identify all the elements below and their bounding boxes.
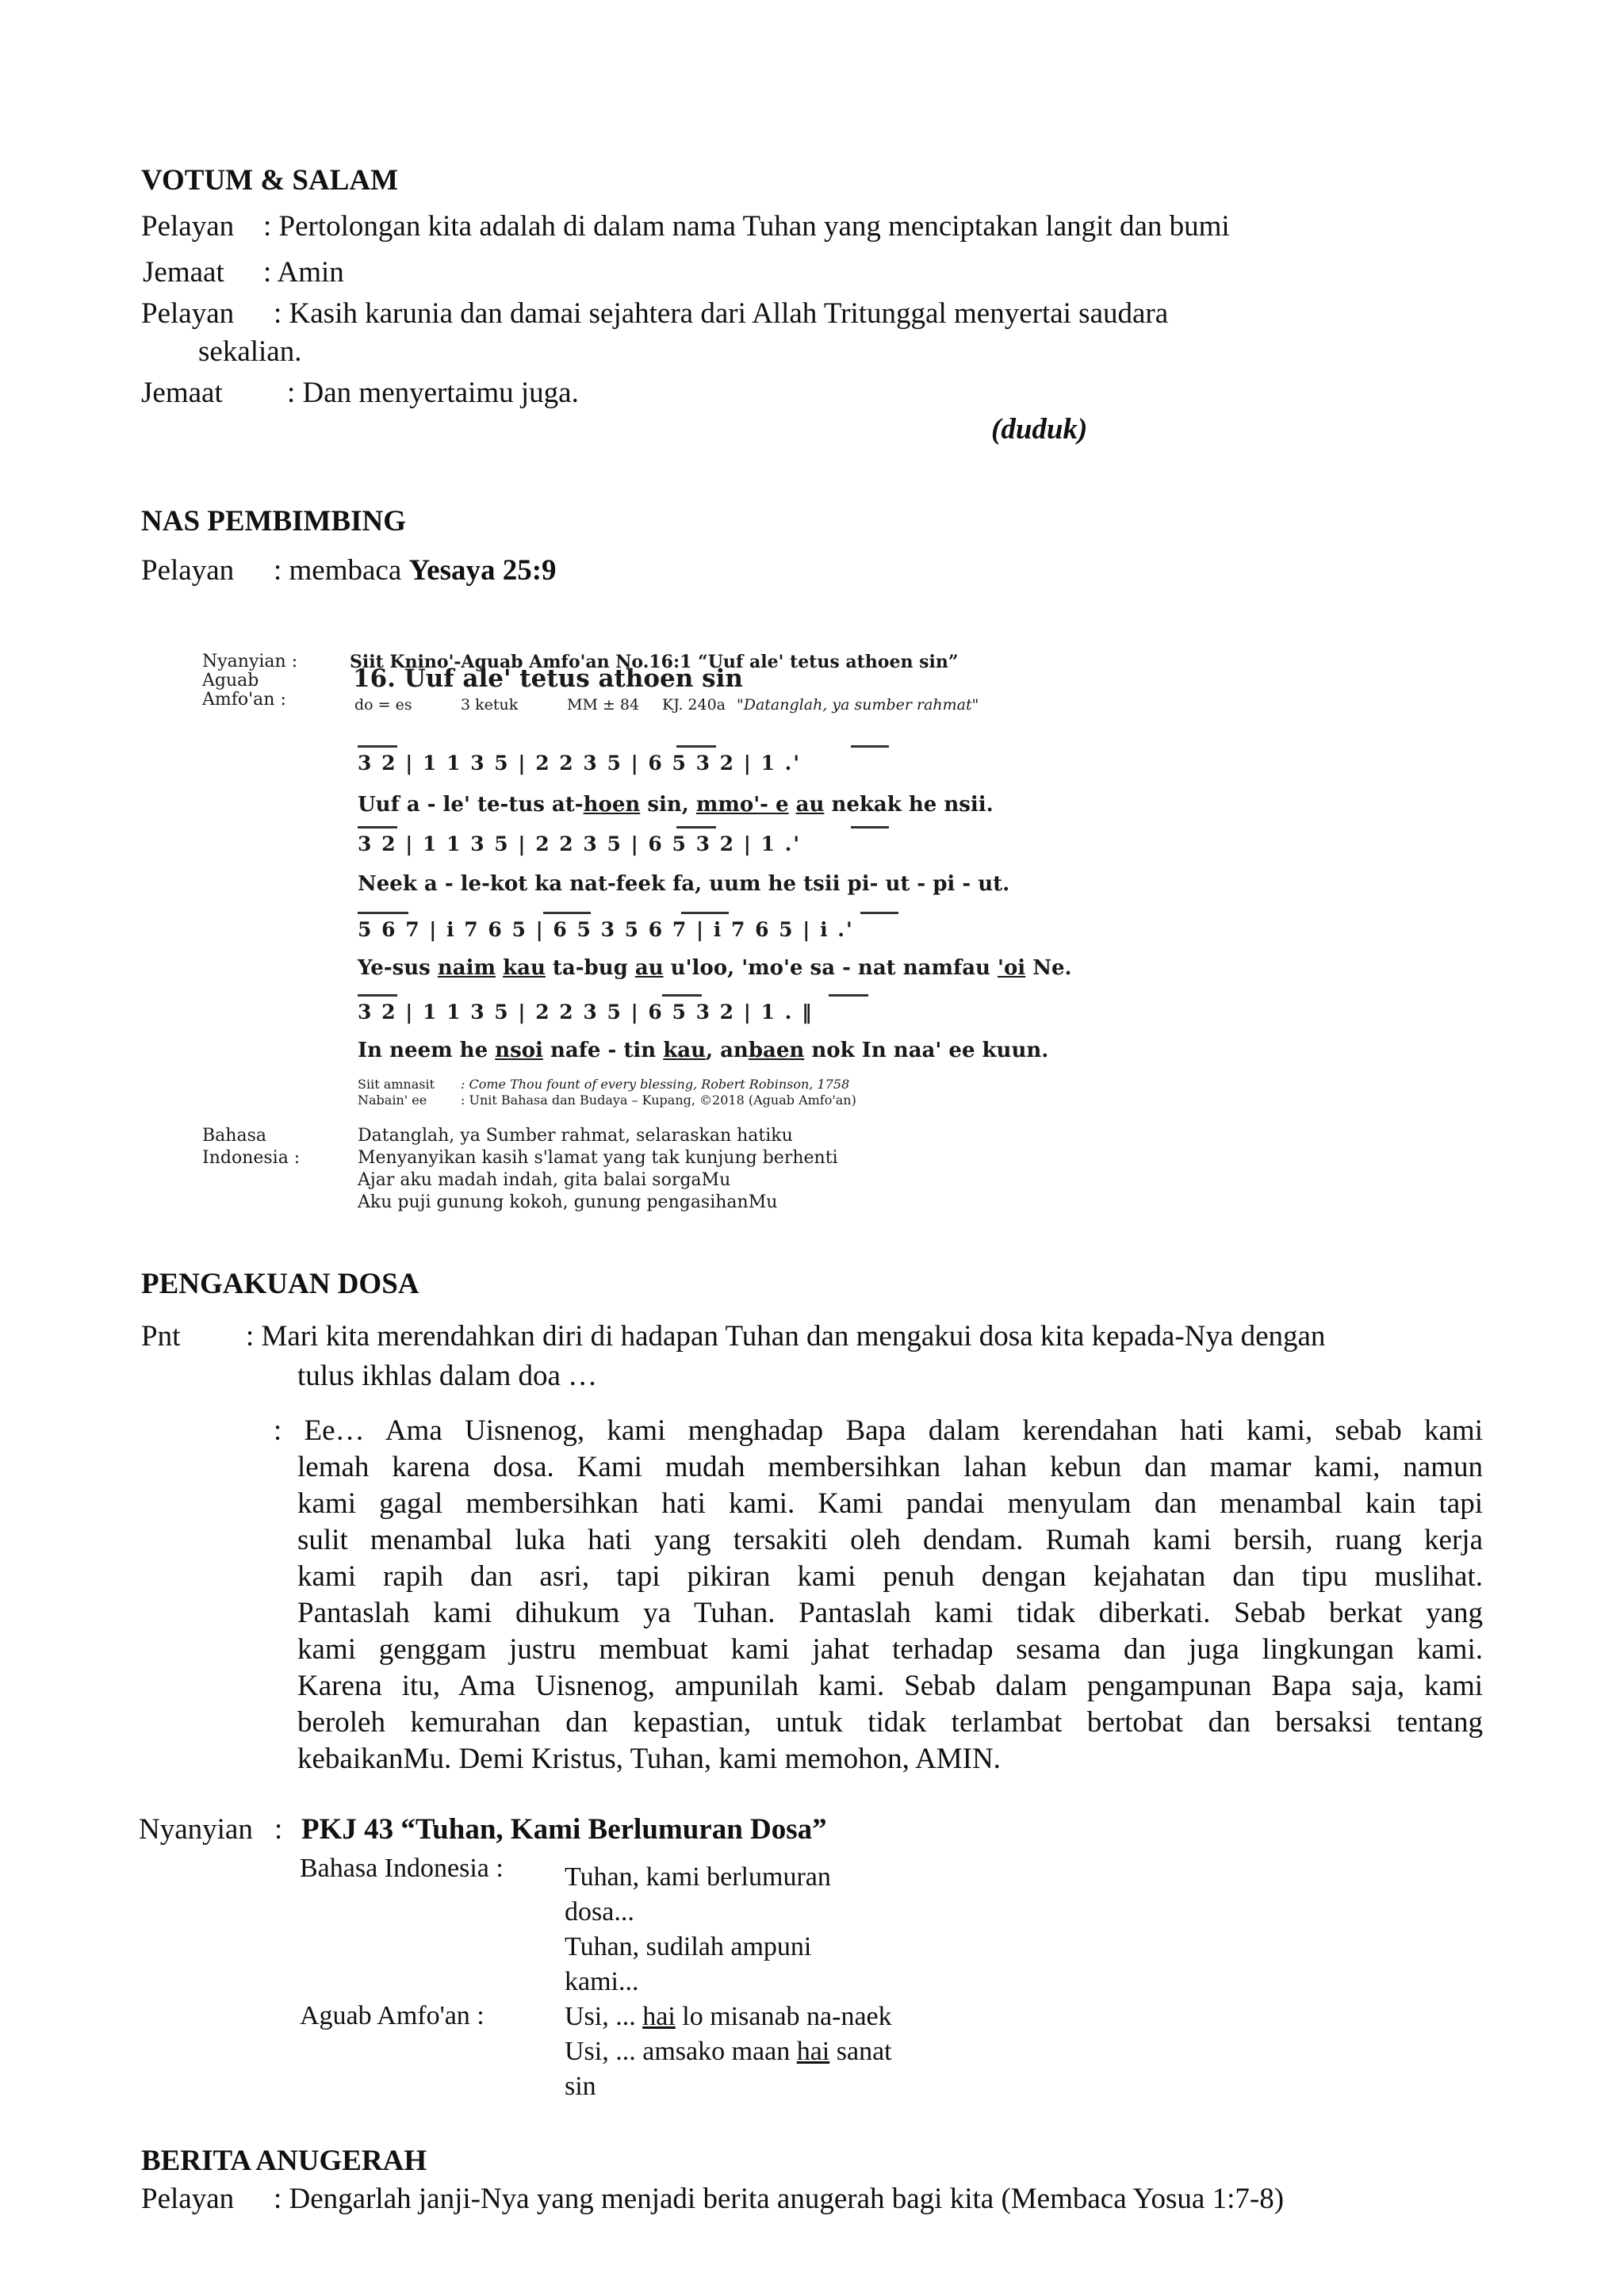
prayer-line: Karena itu, Ama Uisnenog, ampunilah kami. Sebab dalam pengampunan Bapa saja, kami <box>297 1670 1483 1702</box>
aguab-lyric-line: Usi, ... hai lo misanab na-naek <box>565 2002 892 2031</box>
beam <box>681 912 729 914</box>
prayer-line: kami rapih dan asri, tapi pikiran kami penuh dengan kejahatan dan tipu muslihat. <box>297 1560 1483 1593</box>
credit-text-1: : Come Thou fount of every blessing, Robert Robinson, 1758 <box>461 1077 850 1092</box>
prayer-line: sulit menambal luka hati yang tersakiti oleh dendam. Rumah kami bersih, ruang kerja <box>297 1524 1483 1556</box>
votum-speaker-1: Pelayan <box>141 210 235 243</box>
hymn-label-amfoan: Amfo'an : <box>202 690 286 710</box>
hymn-indo-line-4: Aku puji gunung kokoh, gunung pengasihanMu <box>358 1192 778 1212</box>
votum-heading: VOTUM & SALAM <box>141 164 399 197</box>
indo-lyric-line: kami... <box>565 1967 639 1996</box>
credit-label-2: Nabain' ee <box>358 1093 427 1108</box>
votum-text-3: : Kasih karunia dan damai sejahtera dari Allah Tritunggal menyertai saudara <box>274 297 1169 330</box>
pengakuan-intro-2: tulus ikhlas dalam doa … <box>297 1360 598 1392</box>
prayer-paragraph <box>274 1413 1483 1449</box>
hymn-title: 16. Uuf ale' tetus athoen sin <box>353 664 743 693</box>
lyric-row-4: In neem he nsoi nafe - tin kau, anbaen nok In naa' ee kuun. <box>358 1039 1049 1062</box>
hymn-label-bahasa: Bahasa <box>202 1126 266 1146</box>
hymn-tempo: MM ± 84 <box>567 696 640 714</box>
hymn-kj-title: "Datanglah, ya sumber rahmat" <box>737 696 979 714</box>
notation-row-1: 3 2 | 1 1 3 5 | 2 2 3 5 | 6 5 3 2 | 1 .' <box>358 752 802 775</box>
hymn-label-aguab: Aguab <box>202 671 259 691</box>
beam <box>829 994 868 997</box>
song-colon: : <box>274 1813 283 1846</box>
beam <box>860 912 898 914</box>
prayer-line: Pantaslah kami dihukum ya Tuhan. Pantaslah kami tidak diberkati. Sebab berkat yang <box>297 1597 1483 1629</box>
hymn-kj: KJ. 240a <box>662 696 726 714</box>
pengakuan-heading: PENGAKUAN DOSA <box>141 1268 419 1300</box>
indo-label: Bahasa Indonesia : <box>300 1854 504 1883</box>
beam <box>358 826 397 828</box>
nas-reference: Yesaya 25:9 <box>408 554 557 587</box>
indo-lyric-line: dosa... <box>565 1897 634 1927</box>
hymn-label-nyanyian: Nyanyian : <box>202 652 298 672</box>
votum-text-1: : Pertolongan kita adalah di dalam nama Tuhan yang menciptakan langit dan bumi <box>263 210 1230 243</box>
indo-lyrics <box>565 1860 831 1999</box>
prayer-line: kami genggam justru membuat kami jahat terhadap sesama dan juga lingkungan kami. <box>297 1633 1483 1666</box>
nas-prefix: : membaca <box>274 554 402 587</box>
beam <box>851 745 889 748</box>
hymn-indo-line-2: Menyanyikan kasih s'lamat yang tak kunjung berhenti <box>358 1148 838 1168</box>
berita-heading: BERITA ANUGERAH <box>141 2145 427 2177</box>
lyric-row-1: Uuf a - le' te-tus at-hoen sin, mmo'- e au nekak he nsii. <box>358 793 994 817</box>
prayer-line: kami gagal membersihkan hati kami. Kami pandai menyulam dan menambal kain tapi <box>297 1487 1483 1520</box>
song-title: PKJ 43 “Tuhan, Kami Berlumuran Dosa” <box>301 1813 827 1846</box>
song-label: Nyanyian <box>139 1813 253 1846</box>
credit-text-2: : Unit Bahasa dan Budaya – Kupang, ©2018 (Aguab Amfo'an) <box>461 1093 856 1108</box>
pengakuan-speaker: Pnt <box>141 1320 181 1353</box>
pengakuan-intro-1: : Mari kita merendahkan diri di hadapan Tuhan dan mengakui dosa kita kepada-Nya dengan <box>246 1320 1326 1353</box>
beam <box>358 745 397 748</box>
prayer-line: : Ee… Ama Uisnenog, kami menghadap Bapa dalam kerendahan hati kami, sebab kami <box>274 1414 1483 1447</box>
nas-text <box>274 553 557 588</box>
indo-lyric-line: Tuhan, kami berlumuran <box>565 1862 831 1892</box>
votum-speaker-2: Jemaat <box>143 256 224 289</box>
duduk-instruction: (duduk) <box>991 413 1088 446</box>
credit-label-1: Siit amnasit <box>358 1077 435 1092</box>
prayer-line: beroleh kemurahan dan kepastian, untuk tidak terlambat bertobat dan bersaksi tentang <box>297 1706 1483 1739</box>
votum-text-4: sekalian. <box>198 335 302 368</box>
prayer-line: lemah karena dosa. Kami mudah membersihkan lahan kebun dan mamar kami, namun <box>297 1451 1483 1483</box>
aguab-lyric-line: Usi, ... amsako maan hai sanat <box>565 2037 892 2066</box>
berita-speaker: Pelayan <box>141 2183 235 2215</box>
aguab-lyrics <box>565 1999 892 2104</box>
hymn-sheet <box>202 641 1257 1231</box>
nas-speaker: Pelayan <box>141 554 235 587</box>
votum-speaker-5: Jemaat <box>141 377 223 409</box>
beam <box>358 912 408 914</box>
hymn-key: do = es <box>354 696 412 714</box>
indo-lyric-line: Tuhan, sudilah ampuni <box>565 1932 812 1961</box>
votum-text-2: : Amin <box>263 256 344 289</box>
hymn-indo-line-1: Datanglah, ya Sumber rahmat, selaraskan hatiku <box>358 1126 793 1146</box>
hymn-beat: 3 ketuk <box>461 696 519 714</box>
lyric-row-2: Neek a - le-kot ka nat-feek fa, uum he tsii pi- ut - pi - ut. <box>358 872 1010 896</box>
lyric-row-3: Ye-sus naim kau ta-bug au u'loo, 'mo'e sa - nat namfau 'oi Ne. <box>358 956 1072 980</box>
beam <box>662 994 702 997</box>
berita-text: : Dengarlah janji-Nya yang menjadi berita anugerah bagi kita (Membaca Yosua 1:7-8) <box>274 2183 1285 2215</box>
prayer-line: kebaikanMu. Demi Kristus, Tuhan, kami memohon, AMIN. <box>297 1743 1001 1775</box>
aguab-label: Aguab Amfo'an : <box>300 2001 485 2030</box>
hymn-label-indonesia: Indonesia : <box>202 1148 301 1168</box>
votum-speaker-3: Pelayan <box>141 297 235 330</box>
hymn-indo-line-3: Ajar aku madah indah, gita balai sorgaMu <box>358 1170 731 1190</box>
notation-row-2: 3 2 | 1 1 3 5 | 2 2 3 5 | 6 5 3 2 | 1 .' <box>358 832 802 855</box>
hymn-header: Siit Knino'-Aguab Amfo'an No.16:1 “Uuf ale' tetus athoen sin” <box>350 652 959 672</box>
notation-row-4: 3 2 | 1 1 3 5 | 2 2 3 5 | 6 5 3 2 | 1 . ‖ <box>358 1001 814 1024</box>
beam <box>676 745 716 748</box>
notation-row-3: 5 6 7 | i 7 6 5 | 6 5 3 5 6 7 | i 7 6 5 | i .' <box>358 918 854 941</box>
nas-heading: NAS PEMBIMBING <box>141 505 407 538</box>
beam <box>851 826 889 828</box>
beam <box>676 826 716 828</box>
aguab-lyric-line: sin <box>565 2072 596 2101</box>
prayer-paragraph-body <box>297 1449 1483 1777</box>
beam <box>543 912 591 914</box>
votum-text-5: : Dan menyertaimu juga. <box>287 377 579 409</box>
beam <box>358 994 397 997</box>
